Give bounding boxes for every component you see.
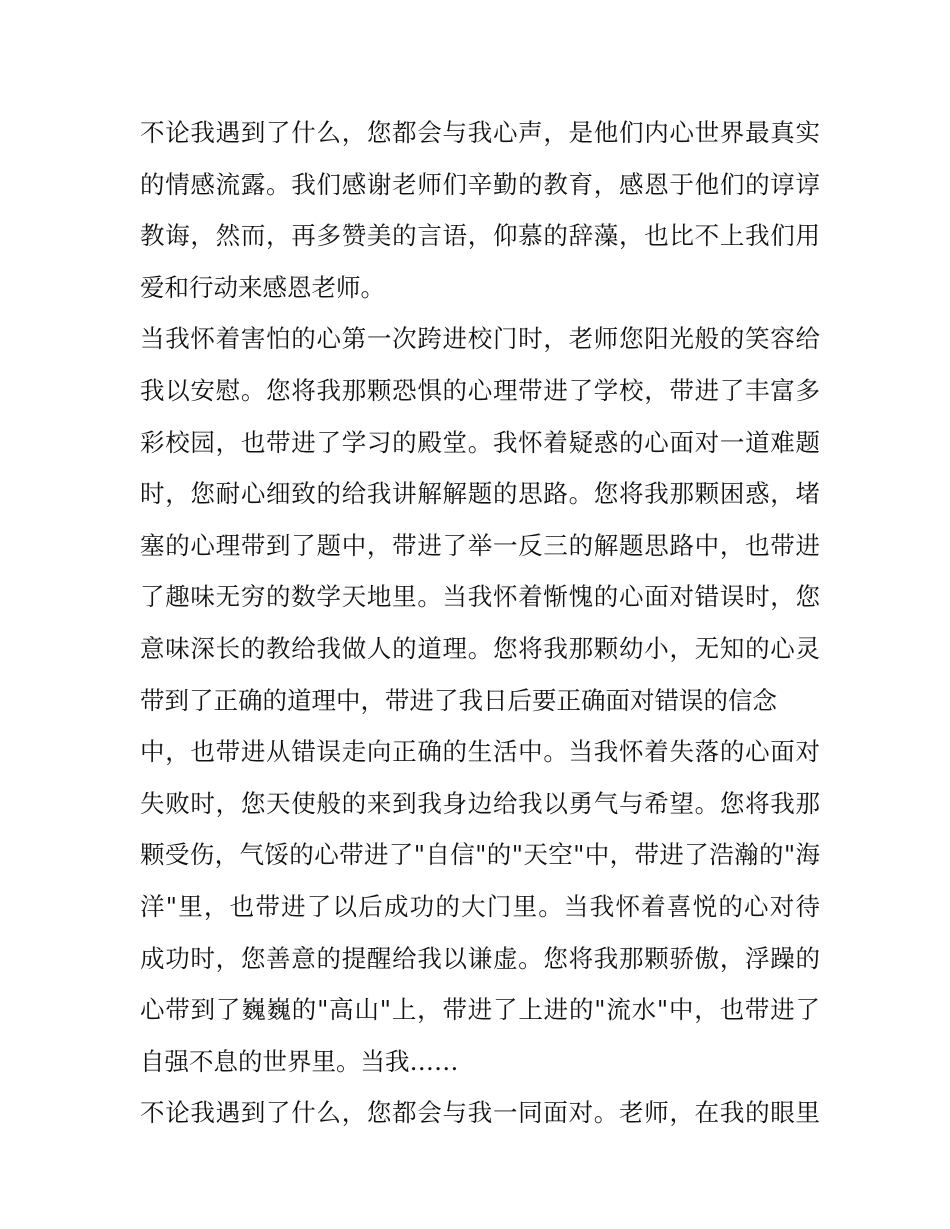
text-line: 心带到了巍巍的"高山"上，带进了上进的"流水"中，也带进了 [140, 995, 820, 1025]
text-line: 时，您耐心细致的给我讲解解题的思路。您将我那颗困惑，堵 [140, 479, 820, 509]
text-line: 不论我遇到了什么，您都会与我心声，是他们内心世界最真实 [140, 118, 820, 147]
text-line: 彩校园，也带进了学习的殿堂。我怀着疑惑的心面对一道难题 [140, 427, 820, 457]
body-text [140, 107, 820, 1139]
text-line: 塞的心理带到了题中，带进了举一反三的解题思路中，也带进 [140, 530, 820, 560]
text-line: 的情感流露。我们感谢老师们辛勤的教育，感恩于他们的谆谆 [140, 169, 820, 199]
text-line: 意味深长的教给我做人的道理。您将我那颗幼小，无知的心灵 [140, 633, 820, 663]
text-line: 洋"里，也带进了以后成功的大门里。当我怀着喜悦的心对待 [140, 891, 820, 921]
text-line: 我以安慰。您将我那颗恐惧的心理带进了学校，带进了丰富多 [140, 375, 820, 405]
text-line: 颗受伤，气馁的心带进了"自信"的"天空"中，带进了浩瀚的"海 [140, 840, 820, 870]
text-line: 了趣味无穷的数学天地里。当我怀着惭愧的心面对错误时，您 [140, 582, 820, 612]
text-line: 爱和行动来感恩老师。 [140, 272, 385, 302]
text-line: 成功时，您善意的提醒给我以谦虚。您将我那颗骄傲，浮躁的 [140, 943, 820, 973]
text-line: 自强不息的世界里。当我…… [140, 1046, 459, 1076]
text-line: 带到了正确的道理中，带进了我日后要正确面对错误的信念 [140, 685, 777, 715]
text-line: 当我怀着害怕的心第一次跨进校门时，老师您阳光般的笑容给 [140, 324, 820, 354]
text-line: 中，也带进从错误走向正确的生活中。当我怀着失落的心面对 [140, 737, 820, 767]
text-line: 失败时，您天使般的来到我身边给我以勇气与希望。您将我那 [140, 788, 820, 818]
text-line: 不论我遇到了什么，您都会与我一同面对。老师，在我的眼里 [140, 1098, 820, 1128]
text-line: 教诲，然而，再多赞美的言语，仰慕的辞藻，也比不上我们用 [140, 221, 820, 251]
